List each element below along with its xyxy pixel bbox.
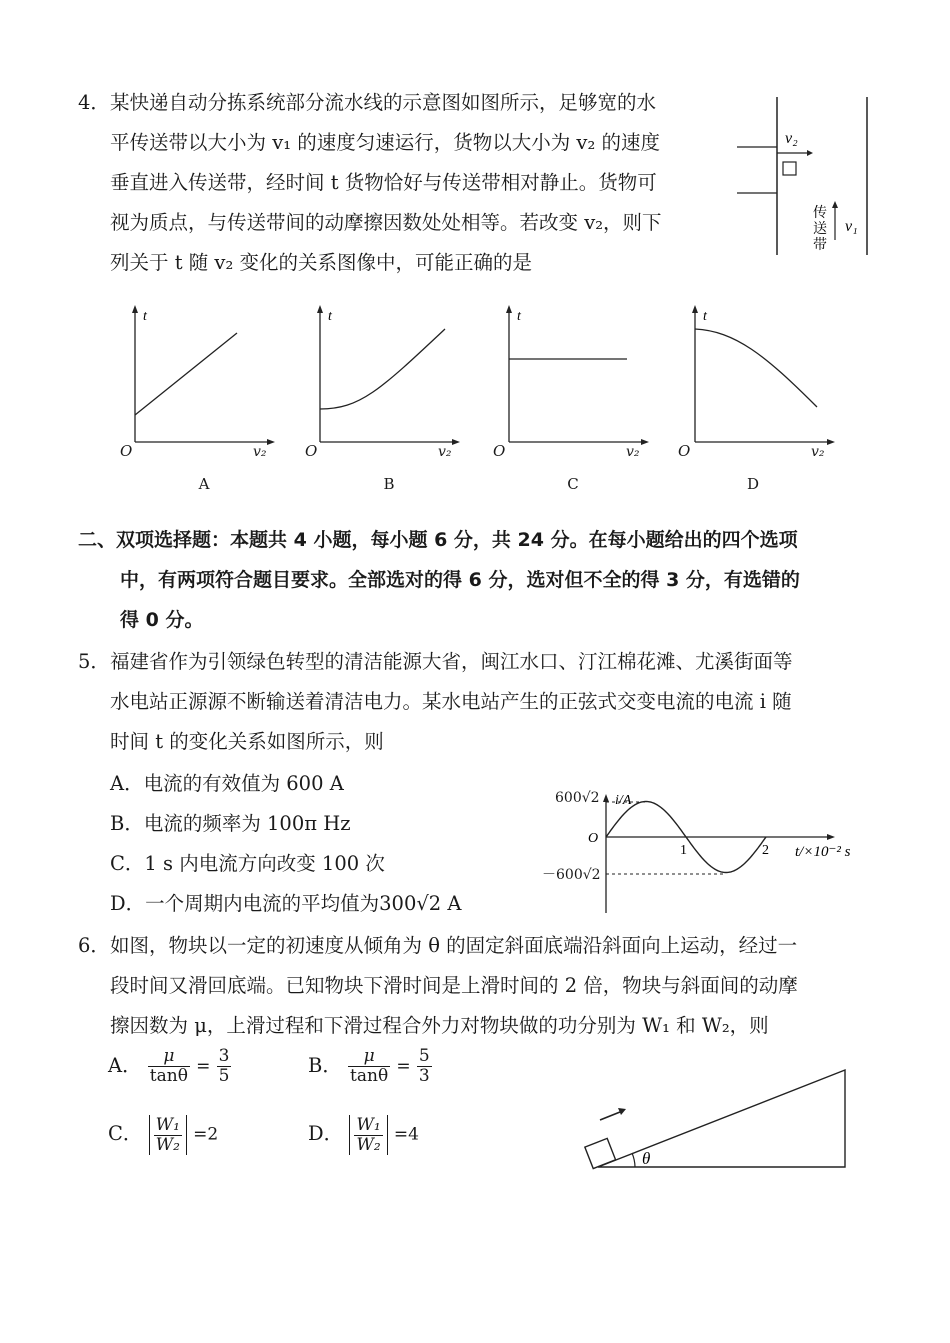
q5-line-3: 时间 t 的变化关系如图所示，则 xyxy=(110,730,384,753)
q5-option-d[interactable] xyxy=(110,892,461,916)
belt-v1-label: v₁ xyxy=(845,218,858,235)
graph-b-xlabel: v₂ xyxy=(438,444,452,460)
incline-figure xyxy=(580,1060,860,1170)
svg-text:t: t xyxy=(517,309,521,324)
q6-option-a[interactable]: A． $\frac{\mu}{\tan\theta}$ = $\frac{3}{5}$ xyxy=(108,1046,230,1086)
q6-option-a-label: A． xyxy=(108,1054,142,1077)
q6-option-c[interactable]: C． $\frac{\text{W₁}}{\text{W₂}}$ =2 xyxy=(108,1114,219,1155)
graph-b xyxy=(300,305,460,465)
graph-a-label: A xyxy=(198,475,210,493)
q6-line-2: 段时间又滑回底端。已知物块下滑时间是上滑时间的 2 倍，物块与斜面间的动摩 xyxy=(110,974,798,997)
graph-xlabel: t/×10⁻² s xyxy=(795,844,851,860)
graph-a xyxy=(115,305,275,465)
q5-option-a[interactable]: A．电流的有效值为 600 A xyxy=(110,772,344,795)
current-sine-graph xyxy=(540,790,880,915)
q5-option-b[interactable]: B．电流的频率为 100π Hz xyxy=(110,812,351,835)
incline-angle-label: θ xyxy=(642,1149,651,1168)
graph-c-label: C xyxy=(567,475,579,493)
svg-text:t: t xyxy=(703,309,707,324)
graph-d-xlabel: v₂ xyxy=(811,444,825,460)
graph-d-label: D xyxy=(746,475,760,493)
q5-line-1: 福建省作为引领绿色转型的清洁能源大省，闽江水口、汀江棉花滩、尤溪街面等 xyxy=(110,650,793,673)
graph-d-origin: O xyxy=(678,442,691,460)
q4-number: 4． xyxy=(78,91,110,114)
belt-text-1: 传 xyxy=(813,206,827,221)
graph-origin: O xyxy=(588,831,599,846)
graph-a-origin: O xyxy=(120,442,133,460)
graph-d xyxy=(675,305,835,465)
graph-b-label: B xyxy=(383,475,395,493)
q4-line-3: 垂直进入传送带，经时间 t 货物恰好与传送带相对静止。货物可 xyxy=(110,171,657,194)
q6-option-c-label: C． xyxy=(108,1122,143,1145)
q6-option-d-label: D． xyxy=(308,1122,344,1145)
conveyor-belt-diagram xyxy=(735,95,875,257)
q5-option-d-prefix: D．一个周期内电流的平均值为 xyxy=(110,892,380,915)
q5-number: 5． xyxy=(78,650,110,673)
graph-peak-label: 600√2 xyxy=(555,790,600,806)
q4-line-2: 平传送带以大小为 v₁ 的速度匀速运行，货物以大小为 v₂ 的速度 xyxy=(110,131,660,154)
q6-line-1: 如图，物块以一定的初速度从倾角为 θ 的固定斜面底端沿斜面向上运动，经过一 xyxy=(110,934,798,957)
belt-text-2: 送 xyxy=(813,222,827,237)
q6-option-b-label: B． xyxy=(308,1054,342,1077)
q6-option-b[interactable]: B． $\frac{\mu}{\tan\theta}$ = $\frac{5}{3}$ xyxy=(308,1046,430,1086)
q6-number: 6． xyxy=(78,934,110,957)
graph-tick-2: 2 xyxy=(762,843,769,858)
graph-c-origin: O xyxy=(493,442,506,460)
q5-line-2: 水电站正源源不断输送着清洁电力。某水电站产生的正弦式交变电流的电流 i 随 xyxy=(110,690,792,713)
section2-line-2: 中，有两项符合题目要求。全部选对的得 6 分，选对但不全的得 3 分，有选错的 xyxy=(120,569,800,591)
q6-line-3: 擦因数为 μ，上滑过程和下滑过程合外力对物块做的功分别为 W₁ 和 W₂，则 xyxy=(110,1014,769,1037)
belt-v2-label: v₂ xyxy=(785,130,798,147)
q5-option-c[interactable]: C．1 s 内电流方向改变 100 次 xyxy=(110,852,385,875)
graph-trough-label: －600√2 xyxy=(542,867,601,883)
graph-b-origin: O xyxy=(305,442,318,460)
graph-tick-1: 1 xyxy=(680,843,687,858)
q4-line-1: 某快递自动分拣系统部分流水线的示意图如图所示，足够宽的水 xyxy=(110,91,657,114)
q5-option-d-value: 300√2 A xyxy=(379,892,462,915)
graph-a-xlabel: v₂ xyxy=(253,444,267,460)
graph-c-xlabel: v₂ xyxy=(626,444,640,460)
graph-ylabel: i/A xyxy=(615,793,632,808)
belt-text-3: 带 xyxy=(813,238,827,253)
q4-line-5: 列关于 t 随 v₂ 变化的关系图像中，可能正确的是 xyxy=(110,251,532,274)
svg-text:t: t xyxy=(143,309,147,324)
svg-text:t: t xyxy=(328,309,332,324)
section2-line-3: 得 0 分。 xyxy=(120,609,204,631)
q4-line-4: 视为质点，与传送带间的动摩擦因数处处相等。若改变 v₂，则下 xyxy=(110,211,662,234)
q6-option-d[interactable]: D． $\frac{\text{W₁}}{\text{W₂}}$ =4 xyxy=(308,1114,419,1155)
graph-c xyxy=(489,305,649,465)
section2-line-1: 二、双项选择题：本题共 4 小题，每小题 6 分，共 24 分。在每小题给出的四个选项 xyxy=(78,529,798,551)
